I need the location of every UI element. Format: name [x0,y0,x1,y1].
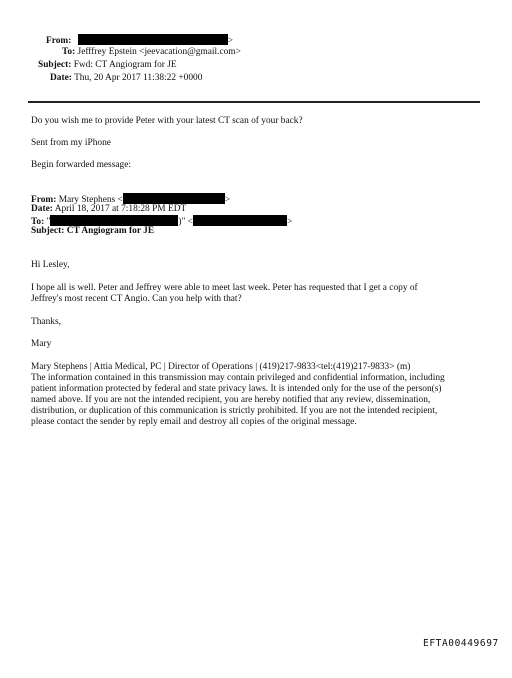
header-divider [28,101,480,103]
message-paragraph-line: Jeffrey's most recent CT Angio. Can you help with that? [31,294,242,304]
fwd-to-prefix: " [46,217,51,227]
subject-label: Subject: [38,60,72,70]
from-suffix: > [227,36,233,46]
signoff-name: Mary [31,339,52,349]
greeting-text: Hi Lesley, [31,260,70,270]
date-label: Date: [50,73,72,83]
fwd-to-middle: )" < [178,217,193,227]
message-paragraph-line: I hope all is well. Peter and Jeffrey were able to meet last week. Peter has requested that I get a copy of [31,283,418,293]
fwd-date-label: Date: [31,204,53,214]
fwd-from-label: From: [31,195,57,205]
fwd-subject-label: Subject: [31,226,65,236]
fwd-date-value: April 18, 2017 at 7:18:28 PM EDT [54,204,187,214]
fwd-from-value: Mary Stephens < [58,195,123,205]
question-text: Do you wish me to provide Peter with your latest CT scan of your back? [31,116,303,126]
signature-line: Mary Stephens | Attia Medical, PC | Director of Operations | (419)217-9833<tel:(419)217-9833> (m) [31,362,411,372]
fwd-to-suffix: > [286,217,293,227]
header-from-row [46,34,233,47]
disclaimer-line: distribution, or duplication of this communication is strictly prohibited. If you are not the intended recipient, [31,406,438,416]
fwd-from-suffix: > [224,195,231,205]
disclaimer-line: The information contained in this transmission may contain privileged and confidential information, including [31,373,445,383]
begin-forwarded-text: Begin forwarded message: [31,160,131,170]
sent-from-text: Sent from my iPhone [31,138,111,148]
disclaimer-line: named above. If you are not the intended recipient, you are hereby notified that any review, dissemination, [31,395,431,405]
header-to-row [62,47,241,58]
redaction-bar [123,193,225,204]
header-subject-row [38,60,177,71]
disclaimer-line: please contact the sender by reply email and destroy all copies of the original message. [31,417,357,427]
subject-value: Fwd: CT Angiogram for JE [73,60,177,70]
header-date-row [50,73,202,84]
to-label: To: [62,47,76,57]
fwd-subject-value: CT Angiogram for JE [66,226,155,236]
fwd-subject-row [31,226,154,237]
fwd-date-row [31,204,186,215]
redaction-bar [50,215,178,226]
from-label: From: [46,36,72,46]
disclaimer-line: patient information protected by federal and state privacy laws. It is intended only for the use of the person(s) [31,384,442,394]
to-value: Jefffrey Epstein <jeevacation@gmail.com> [77,47,241,57]
redaction-bar [78,34,228,45]
date-value: Thu, 20 Apr 2017 11:38:22 +0000 [74,73,203,83]
bates-number: EFTA00449697 [423,638,499,649]
thanks-text: Thanks, [31,317,61,327]
fwd-to-label: To: [31,217,45,227]
redaction-bar [193,215,287,226]
